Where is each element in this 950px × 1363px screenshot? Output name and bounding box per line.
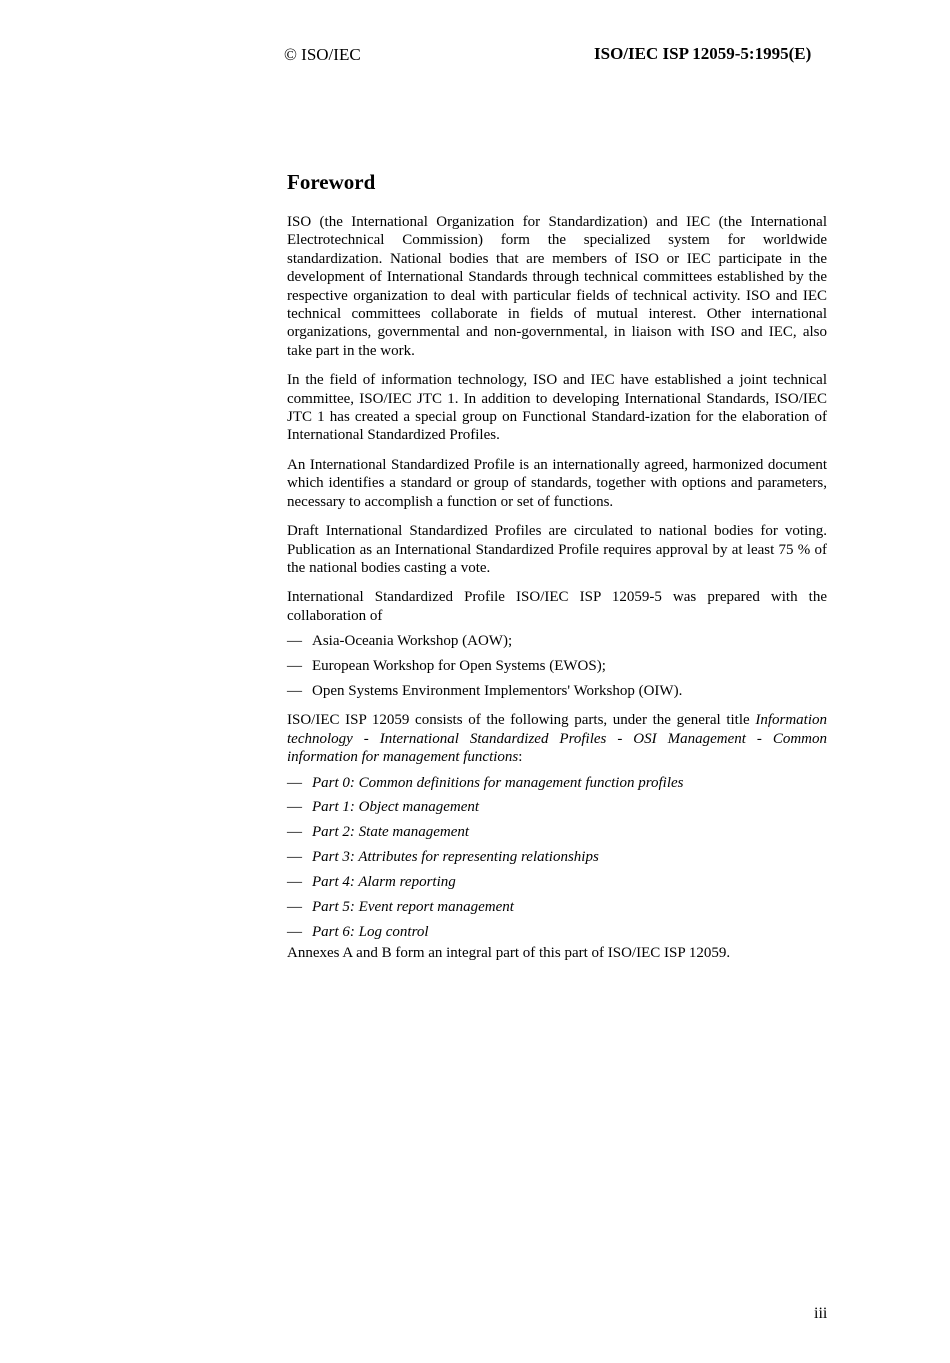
list-dash: — bbox=[287, 824, 302, 841]
list-dash: — bbox=[287, 899, 302, 916]
list-dash: — bbox=[287, 658, 302, 675]
list-dash: — bbox=[287, 633, 302, 650]
paragraph-isp-definition: An International Standardized Profile is an internationally agreed, harmonized document which identifies a standard or group of standards, together with options and parameters, necessary to accomplish a function or set of functions. bbox=[287, 456, 827, 510]
collaborator-aow: Asia-Oceania Workshop (AOW); bbox=[312, 633, 513, 650]
page-title: Foreword bbox=[287, 170, 376, 194]
list-item bbox=[287, 774, 827, 792]
list-dash: — bbox=[287, 924, 302, 940]
paragraph-annexes: Annexes A and B form an integral part of this part of ISO/IEC ISP 12059. bbox=[287, 945, 731, 962]
paragraph-iso-iec-intro: ISO (the International Organization for Standardization) and IEC (the International Electrotechnical Commission) form the specialized system for worldwide standardization. National bodies that are members of ISO or IEC participate in the development of International Standards through technical committees established by the respective organization to deal with particular fields of technical activity. ISO and IEC technical committees collaborate in fields of mutual interest. Other international organizations, governmental and non-governmental, in liaison with ISO and IEC, also take part in the work. bbox=[287, 214, 827, 359]
list-item bbox=[287, 823, 827, 841]
list-item bbox=[287, 848, 827, 866]
foreword-body bbox=[287, 213, 827, 963]
collaborators-list bbox=[287, 632, 827, 700]
list-dash: — bbox=[287, 874, 302, 891]
list-item bbox=[287, 632, 827, 650]
list-dash: — bbox=[287, 799, 302, 816]
paragraph-jtc1: In the field of information technology, ISO and IEC have established a joint technical committee, ISO/IEC JTC 1. In addition to developing International Standards, ISO/IEC JTC 1 has created a special group on Functional Standard-ization for the elaboration of International Standardized Profiles. bbox=[287, 372, 827, 444]
collaborator-ewos: European Workshop for Open Systems (EWOS); bbox=[312, 658, 606, 675]
list-item bbox=[287, 682, 827, 700]
list-dash: — bbox=[287, 682, 302, 699]
parts-general-title: Information technology - International Standardized Profiles - OSI Management - Common information for management functions bbox=[287, 712, 827, 766]
paragraph-draft-voting: Draft International Standardized Profiles are circulated to national bodies for voting. Publication as an International Standardized Profile requires approval by at least 75 % of the national bodies casting a vote. bbox=[287, 523, 827, 576]
header-copyright: © ISO/IEC bbox=[284, 45, 361, 64]
part-3: Part 3: Attributes for representing relationships bbox=[312, 849, 599, 866]
collaborator-oiw: Open Systems Environment Implementors' Workshop (OIW). bbox=[312, 682, 683, 699]
part-6: Part 6: Log control bbox=[312, 924, 429, 940]
paragraph-parts-intro bbox=[287, 711, 827, 766]
paragraph-collaboration: International Standardized Profile ISO/IEC ISP 12059-5 was prepared with the collaboration of bbox=[287, 589, 827, 624]
parts-list bbox=[287, 774, 827, 942]
parts-intro-colon: : bbox=[518, 749, 523, 766]
header-document-id: ISO/IEC ISP 12059-5:1995(E) bbox=[594, 44, 812, 63]
part-0: Part 0: Common definitions for management function profiles bbox=[312, 774, 684, 791]
list-item bbox=[287, 923, 827, 941]
parts-intro-text: ISO/IEC ISP 12059 consists of the following parts, under the general title bbox=[287, 712, 750, 729]
list-item bbox=[287, 873, 827, 891]
list-item bbox=[287, 798, 827, 816]
list-dash: — bbox=[287, 849, 302, 866]
part-2: Part 2: State management bbox=[312, 824, 470, 841]
part-5: Part 5: Event report management bbox=[312, 899, 514, 916]
list-item bbox=[287, 898, 827, 916]
list-dash: — bbox=[287, 774, 302, 791]
part-1: Part 1: Object management bbox=[312, 799, 480, 816]
part-4: Part 4: Alarm reporting bbox=[312, 874, 456, 891]
list-item bbox=[287, 657, 827, 675]
page-number: iii bbox=[814, 1305, 828, 1322]
